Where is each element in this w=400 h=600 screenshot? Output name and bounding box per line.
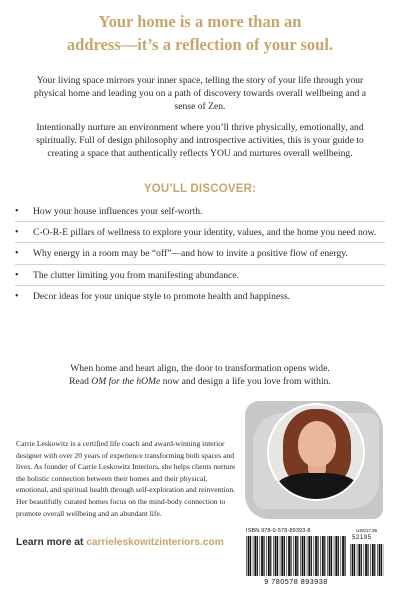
list-item: • C-O-R-E pillars of wellness to explore your identity, values, and the home you need now. [15,226,385,239]
list-item: • The clutter limiting you from manifesting abundance. [15,269,385,282]
barcode-bar [263,536,264,576]
intro-paragraph-1: Your living space mirrors your inner space, telling the story of your life through your physical home and leading you on a path of discovery towards overall wellbeing and a sense of Zen. [34,75,366,113]
barcode-bar [254,536,256,576]
barcode-bar [352,544,354,576]
barcode-bar [314,536,315,576]
barcode-number: 9 780578 893938 [264,577,328,586]
closing-rest: now and design a life you love from within. [162,376,331,388]
headline [0,10,400,56]
barcode-bar [308,536,310,576]
barcode-bar [253,536,254,576]
barcode-bar [364,544,365,576]
barcode-bar [293,536,294,576]
barcode-bar [367,544,368,576]
book-title: OM for the hOMe [91,376,161,388]
barcode-bar [307,536,308,576]
barcode-bar [280,536,281,576]
author-portrait [269,405,363,499]
barcode-bar [358,544,360,576]
barcode-bar [365,544,367,576]
barcode-bar [379,544,381,576]
barcode-bar [320,536,321,576]
barcode-bar [317,536,318,576]
discover-list [15,205,385,305]
barcode-bars [246,536,346,576]
barcode-bar [327,536,328,576]
barcode-bar [381,544,382,576]
barcode-bar [334,536,335,576]
barcode-bar [268,536,270,576]
barcode-bar [246,536,247,576]
divider [15,242,385,243]
list-item: • Decor ideas for your unique style to promote health and happiness. [15,290,385,303]
barcode-bar [297,536,298,576]
list-item: • Why energy in a room may be “off”—and how to invite a positive flow of energy. [15,247,385,260]
website-link[interactable]: carrieleskowitzinteriors.com [86,537,224,548]
barcode-bar [277,536,278,576]
barcode-bar [338,536,339,576]
barcode-bar [281,536,283,576]
list-item: • How your house influences your self-worth. [15,205,385,218]
closing-line-1: When home and heart align, the door to transformation opens wide. [70,363,330,374]
barcode-bar [377,544,378,576]
author-bio: Carrie Leskowitz is a certified life coach and award-winning interior designer with over 20 years of experience transforming both spaces and lives. As founder of Carrie Leskowitz Interiors, she helps clients nurture the holistic connection between their homes and their physical, emotional, and spiritual health through self-exploration and reinvention. Her beautifully curated homes focus on the mind-body connection to promote overall wellbeing and an abundant life. [16,439,236,518]
discover-heading: YOU’LL DISCOVER: [143,183,257,195]
barcode-bar [331,536,332,576]
barcode-bar [311,536,312,576]
barcode-bar [357,544,358,576]
barcode-bar [260,536,261,576]
barcode-bar [342,536,344,576]
barcode-bar [287,536,288,576]
barcode-bar [354,544,355,576]
author-photo [245,395,385,525]
barcode-bar [315,536,317,576]
closing-line-2 [20,375,380,388]
barcode-bar [322,536,324,576]
barcode-bar [344,536,345,576]
barcode-bar [248,536,250,576]
barcode-bar [270,536,271,576]
barcode-bar [284,536,285,576]
price-code: USD17.95 [356,528,378,533]
learn-more-prefix: Learn more at [16,537,84,548]
isbn-text: ISBN 978-0-578-89393-8 [246,528,311,534]
barcode-bar [300,536,301,576]
divider [15,221,385,222]
barcode-bar [341,536,342,576]
price-barcode-bars [350,544,384,576]
barcode-bar [304,536,305,576]
barcode-bar [273,536,274,576]
closing-read: Read [69,376,89,388]
barcode-bar [374,544,375,576]
divider [15,285,385,286]
barcode-bar [335,536,337,576]
learn-more [16,537,224,548]
price-digits: 52195 [352,535,372,541]
barcode-bar [250,536,251,576]
intro-paragraph-2: Intentionally nurture an environment where you’ll thrive physically, emotionally, and spiritually. Full of design philosophy and introspective activities, this is your guide to creating a space that authentically reflects YOU and nurtures overall wellbeing. [36,122,364,160]
closing-text [20,362,380,389]
barcode-panel [244,528,386,592]
barcode-bar [361,544,362,576]
barcode-bar [261,536,263,576]
barcode-bar [295,536,297,576]
face-shape [298,421,336,467]
shirt-shape [275,473,359,499]
barcode-bar [329,536,331,576]
barcode-bar [266,536,267,576]
barcode-bar [372,544,374,576]
barcode-bar [275,536,277,576]
headline-line-2: address—it’s a reflection of your soul. [66,35,334,54]
barcode-bar [257,536,258,576]
barcode-bar [302,536,304,576]
barcode-bar [288,536,290,576]
barcode-bar [350,544,351,576]
barcode-bar [290,536,291,576]
divider [15,264,385,265]
barcode-bar [324,536,325,576]
barcode-bar [370,544,371,576]
headline-line-1: Your home is a more than an [98,12,302,31]
